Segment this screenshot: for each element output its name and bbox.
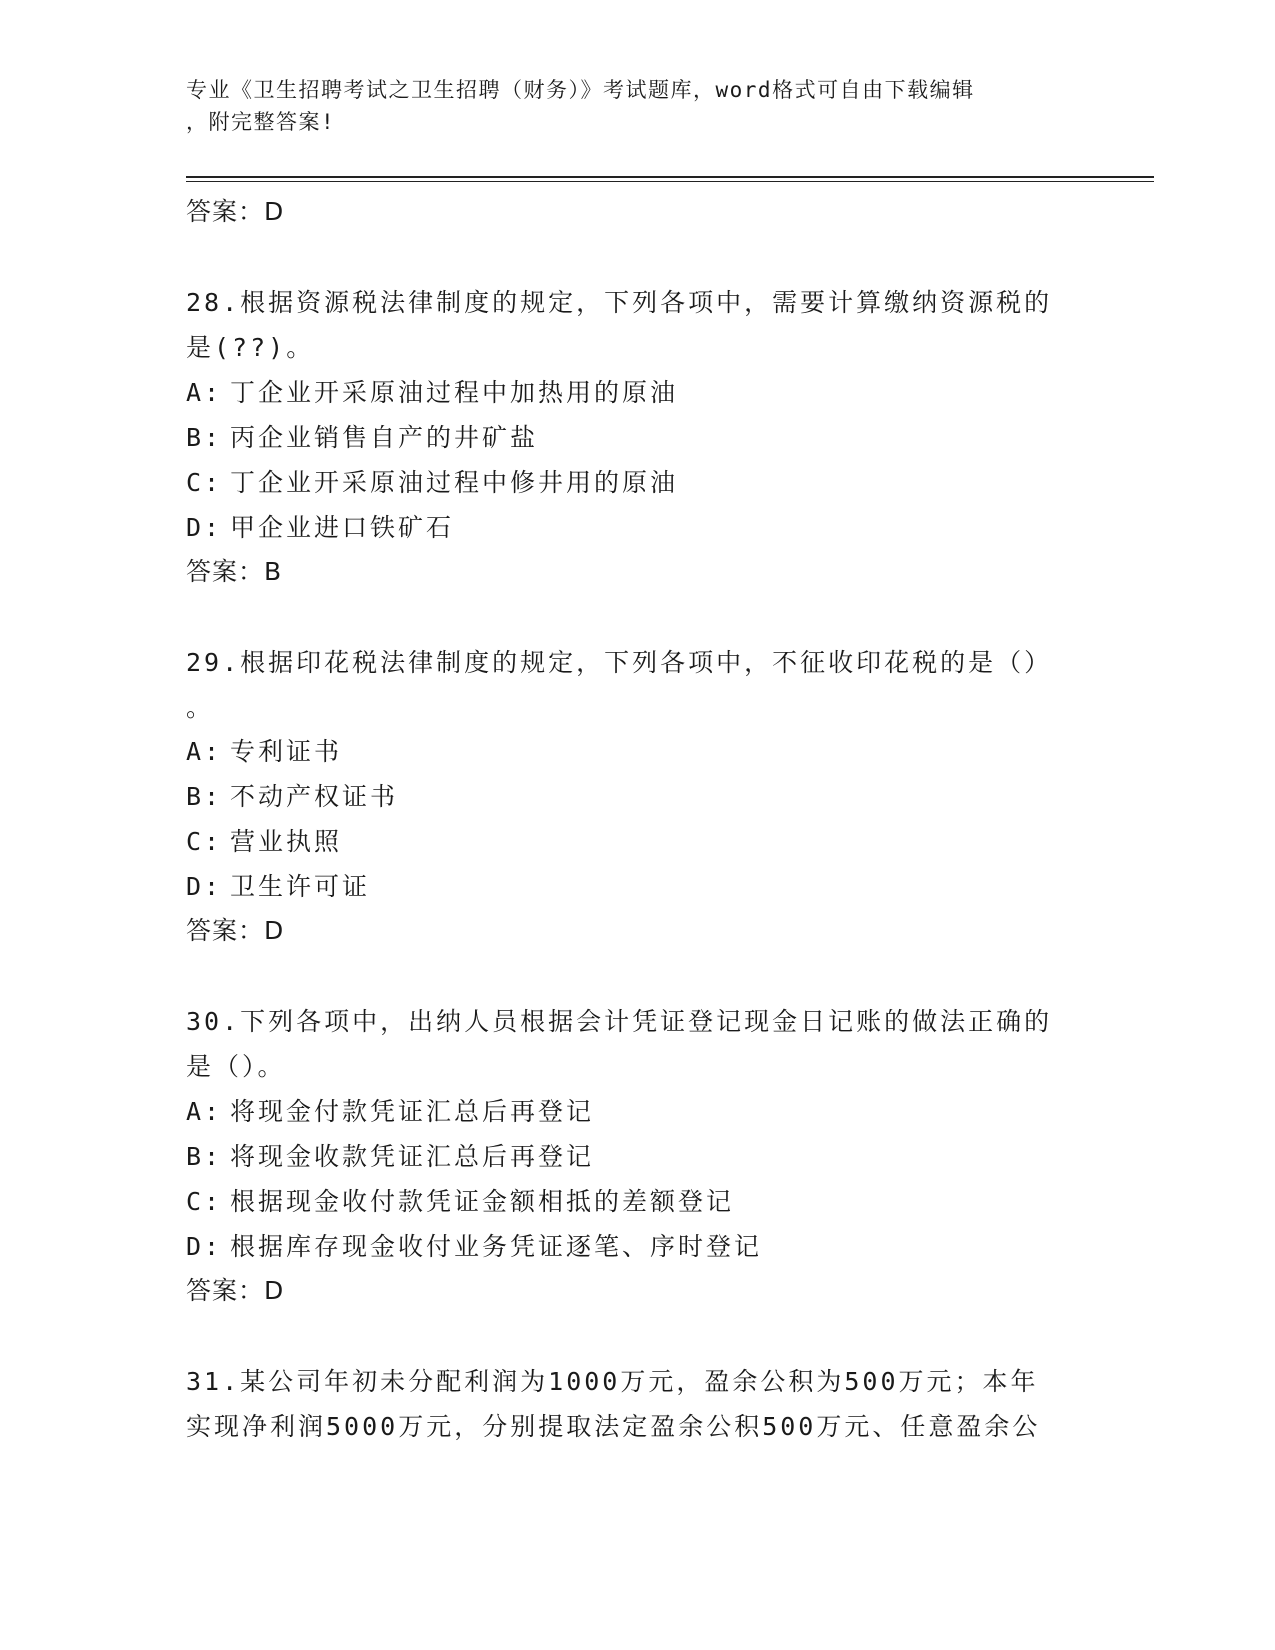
option-a xyxy=(186,370,1086,415)
option-text: 丙企业销售自产的井矿盐 xyxy=(230,423,539,452)
option-text: 丁企业开采原油过程中加热用的原油 xyxy=(230,378,679,407)
option-letter: B: xyxy=(186,782,223,811)
option-letter: D: xyxy=(186,513,223,542)
question-stem-line: 28.根据资源税法律制度的规定，下列各项中，需要计算缴纳资源税的 xyxy=(186,288,1053,317)
option-text: 将现金付款凭证汇总后再登记 xyxy=(230,1097,595,1126)
option-text: 卫生许可证 xyxy=(230,872,371,901)
option-d xyxy=(186,864,1086,909)
question-stem-line: 是（）。 xyxy=(186,1052,286,1081)
option-text: 甲企业进口铁矿石 xyxy=(230,513,455,542)
option-c xyxy=(186,1179,1086,1224)
question-30 xyxy=(186,999,1086,1313)
option-letter: C: xyxy=(186,1187,223,1216)
answer-line: 答案：D xyxy=(186,1276,285,1305)
option-letter: C: xyxy=(186,827,223,856)
question-31 xyxy=(186,1359,1086,1449)
option-letter: A: xyxy=(186,1097,223,1126)
option-b xyxy=(186,774,1086,819)
option-a xyxy=(186,729,1086,774)
option-a xyxy=(186,1089,1086,1134)
question-29 xyxy=(186,640,1086,953)
option-text: 将现金收款凭证汇总后再登记 xyxy=(230,1142,595,1171)
option-letter: A: xyxy=(186,378,223,407)
header-rule-thick xyxy=(186,176,1154,178)
header-rule-thin xyxy=(186,181,1154,182)
question-stem-line: 是(??)。 xyxy=(186,333,315,362)
option-b xyxy=(186,1134,1086,1179)
option-letter: B: xyxy=(186,1142,223,1171)
option-letter: C: xyxy=(186,468,223,497)
question-stem-line: 实现净利润5000万元，分别提取法定盈余公积500万元、任意盈余公 xyxy=(186,1412,1041,1441)
option-b xyxy=(186,415,1086,460)
option-letter: D: xyxy=(186,872,223,901)
option-text: 丁企业开采原油过程中修井用的原油 xyxy=(230,468,679,497)
option-c xyxy=(186,460,1086,505)
option-text: 不动产权证书 xyxy=(230,782,399,811)
option-d xyxy=(186,1224,1086,1269)
option-text: 专利证书 xyxy=(230,737,343,766)
question-stem-line: 。 xyxy=(186,693,215,722)
document-body xyxy=(186,190,1086,1449)
option-letter: A: xyxy=(186,737,223,766)
option-letter: B: xyxy=(186,423,223,452)
question-stem-line: 31.某公司年初未分配利润为1000万元，盈余公积为500万元；本年 xyxy=(186,1367,1039,1396)
question-stem-line: 29.根据印花税法律制度的规定，下列各项中，不征收印花税的是（） xyxy=(186,648,1053,677)
option-c xyxy=(186,819,1086,864)
option-text: 根据现金收付款凭证金额相抵的差额登记 xyxy=(230,1187,735,1216)
option-letter: D: xyxy=(186,1232,223,1261)
header-line-2: ，附完整答案! xyxy=(186,110,336,134)
question-stem-line: 30.下列各项中，出纳人员根据会计凭证登记现金日记账的做法正确的 xyxy=(186,1007,1053,1036)
answer-line: 答案：D xyxy=(186,197,285,226)
option-text: 根据库存现金收付业务凭证逐笔、序时登记 xyxy=(230,1232,763,1261)
document-header xyxy=(186,74,1066,138)
answer-line: 答案：B xyxy=(186,557,283,586)
question-28 xyxy=(186,280,1086,594)
answer-line: 答案：D xyxy=(186,916,285,945)
header-line-1: 专业《卫生招聘考试之卫生招聘（财务）》考试题库，word格式可自由下载编辑 xyxy=(186,78,975,102)
option-text: 营业执照 xyxy=(230,827,343,856)
option-d xyxy=(186,505,1086,550)
